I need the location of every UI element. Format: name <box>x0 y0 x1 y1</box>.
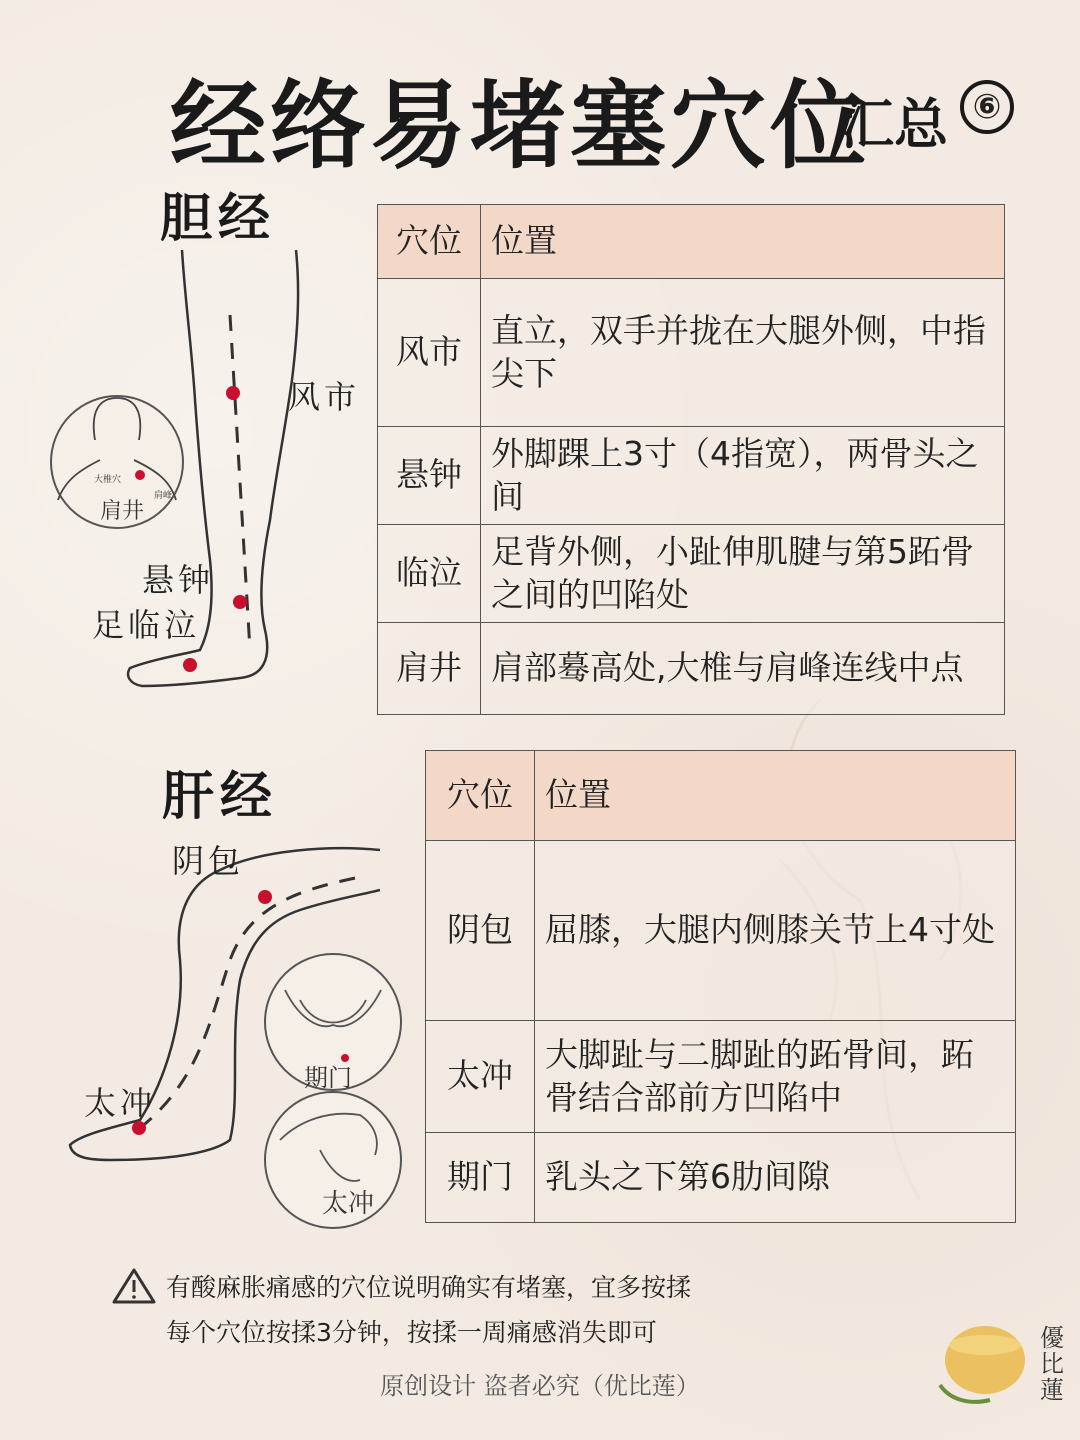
jianjing-point <box>135 470 145 480</box>
table-header-row <box>378 205 1005 279</box>
acupoint-name: 肩井 <box>378 623 481 715</box>
header-acupoint: 穴位 <box>378 205 481 279</box>
table-row <box>426 1133 1016 1223</box>
footer-copyright: 原创设计 盗者必究（优比莲） <box>380 1372 700 1400</box>
table-row <box>378 279 1005 427</box>
acupoint-name: 太冲 <box>426 1021 535 1133</box>
yinbao-label: 阴包 <box>172 842 245 880</box>
taichong-inset-label: 太冲 <box>322 1189 375 1219</box>
jianjing-label: 肩井 <box>100 499 145 524</box>
table-row <box>378 623 1005 715</box>
table-header-row <box>426 751 1016 841</box>
table-row <box>378 427 1005 525</box>
taichong-label: 太冲 <box>84 1084 157 1122</box>
acupoint-position: 肩部蓦高处,大椎与肩峰连线中点 <box>481 623 1005 715</box>
acupoint-position: 足背外侧，小趾伸肌腱与第5跖骨之间的凹陷处 <box>481 525 1005 623</box>
table-row <box>426 1021 1016 1133</box>
xuanzhong-point <box>233 595 247 609</box>
acupoint-position: 外脚踝上3寸（4指宽），两骨头之间 <box>481 427 1005 525</box>
acupoint-position: 乳头之下第6肋间隙 <box>535 1133 1016 1223</box>
acupoint-name: 悬钟 <box>378 427 481 525</box>
seal-signature: 優比蓮 <box>1040 1324 1064 1404</box>
jianfeng-label: 肩峰 <box>154 491 173 501</box>
gallbladder-table <box>377 204 1005 715</box>
page-title-sub: 汇总 <box>840 92 948 156</box>
acupoint-position: 大脚趾与二脚趾的跖骨间，跖骨结合部前方凹陷中 <box>535 1021 1016 1133</box>
acupoint-name: 阴包 <box>426 841 535 1021</box>
fengshi-label: 风市 <box>288 378 361 416</box>
qimen-label: 期门 <box>304 1064 352 1092</box>
table-row <box>378 525 1005 623</box>
acupoint-name: 期门 <box>426 1133 535 1223</box>
xuanzhong-label: 悬钟 <box>142 561 215 599</box>
warning-icon <box>114 1270 154 1302</box>
header-position: 位置 <box>535 751 1016 841</box>
acupoint-name: 风市 <box>378 279 481 427</box>
liver-section-title: 肝经 <box>162 766 279 827</box>
note-line-1: 有酸麻胀痛感的穴位说明确实有堵塞，宜多按揉 <box>166 1273 692 1302</box>
fengshi-point <box>226 386 240 400</box>
acupoint-position: 屈膝，大腿内侧膝关节上4寸处 <box>535 841 1016 1021</box>
zulinqi-label: 足临泣 <box>92 606 201 644</box>
zulinqi-point <box>183 658 197 672</box>
header-acupoint: 穴位 <box>426 751 535 841</box>
yinbao-point <box>258 890 272 904</box>
acupoint-position: 直立，双手并拢在大腿外侧，中指尖下 <box>481 279 1005 427</box>
note-line-2: 每个穴位按揉3分钟，按揉一周痛感消失即可 <box>166 1318 657 1347</box>
dazhui-label: 大椎穴 <box>94 475 122 485</box>
page-title-number: ⑥ <box>960 80 1014 134</box>
header-position: 位置 <box>481 205 1005 279</box>
gallbladder-section-title: 胆经 <box>160 188 277 249</box>
liver-table <box>425 750 1016 1223</box>
acupoint-name: 临泣 <box>378 525 481 623</box>
table-row <box>426 841 1016 1021</box>
page-title: 经络易堵塞穴位 <box>170 69 870 182</box>
